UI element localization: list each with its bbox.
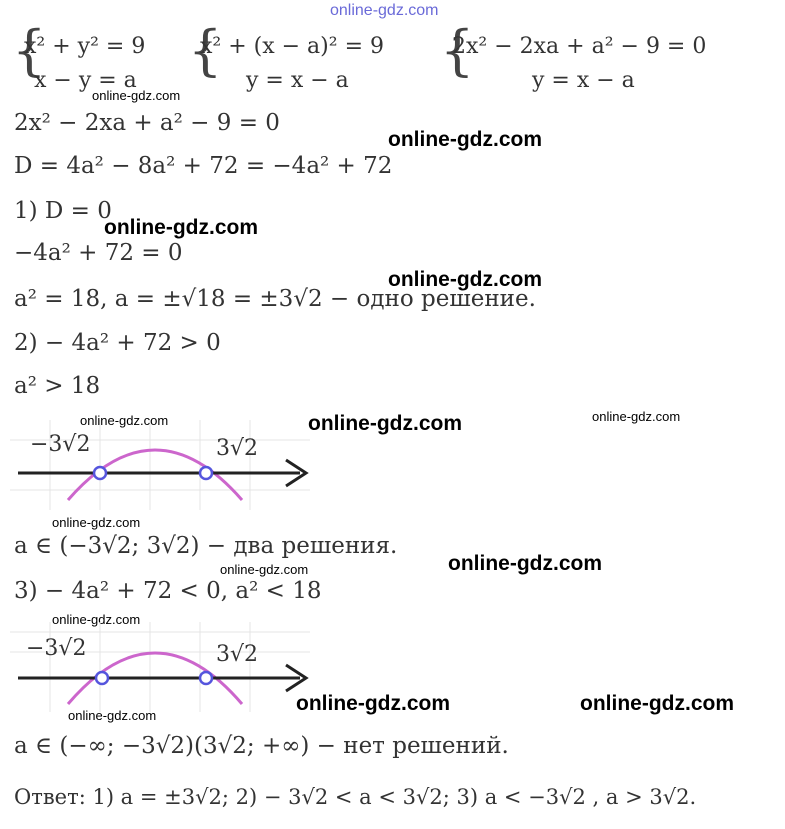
line-6: 2) − 4a² + 72 > 0 [14,330,221,356]
line-9: 3) − 4a² + 72 < 0, a² < 18 [14,578,322,604]
watermark: online-gdz.com [388,128,542,151]
watermark: online-gdz.com [68,708,157,723]
watermark: online-gdz.com [220,562,309,577]
watermark: online-gdz.com [592,409,681,424]
line-5: a² = 18, a = ±√18 = ±3√2 − одно решение. [14,286,536,312]
axis-label-left: −3√2 [30,432,91,457]
open-point-right [200,672,212,684]
line-4: −4a² + 72 = 0 [14,240,183,266]
watermark: online-gdz.com [308,412,462,435]
open-point-right [200,467,212,479]
brace-icon: { [12,19,47,82]
system-2-row-2: y = x − a [246,68,349,93]
brace-icon: { [188,19,223,82]
watermark: online-gdz.com [52,515,141,530]
number-line-2 [10,622,320,716]
watermark: online-gdz.com [104,216,258,239]
watermark: online-gdz.com [80,413,169,428]
brace-icon: { [440,19,475,82]
line-10: a ∈ (−∞; −3√2)(3√2; +∞) − нет решений. [14,733,509,759]
watermark: online-gdz.com [388,268,542,291]
watermark: online-gdz.com [580,692,734,715]
watermark-top: online-gdz.com [330,2,439,19]
open-point-left [96,672,108,684]
line-2: D = 4a² − 8a² + 72 = −4a² + 72 [14,153,393,179]
system-1-row-2: x − y = a [34,68,137,93]
line-8: a ∈ (−3√2; 3√2) − два решения. [14,533,398,559]
axis-label-right: 3√2 [216,642,259,667]
watermark: online-gdz.com [296,692,450,715]
line-3: 1) D = 0 [14,198,112,224]
system-3-row-1: 2x² − 2xa + a² − 9 = 0 [452,34,707,59]
watermark: online-gdz.com [52,612,141,627]
open-point-left [94,467,106,479]
system-2-row-1: x² + (x − a)² = 9 [200,34,384,59]
axis-label-left: −3√2 [26,636,87,661]
line-7: a² > 18 [14,373,101,399]
system-3-row-2: y = x − a [532,68,635,93]
watermark: online-gdz.com [448,552,602,575]
line-1: 2x² − 2xa + a² − 9 = 0 [14,110,280,136]
answer-line: Ответ: 1) a = ±3√2; 2) − 3√2 < a < 3√2; 3) a < −3√2 , a > 3√2. [14,785,697,809]
watermark: online-gdz.com [92,88,181,103]
axis-label-right: 3√2 [216,436,259,461]
system-1-row-1: x² + y² = 9 [24,34,146,59]
number-line-1 [10,420,320,514]
